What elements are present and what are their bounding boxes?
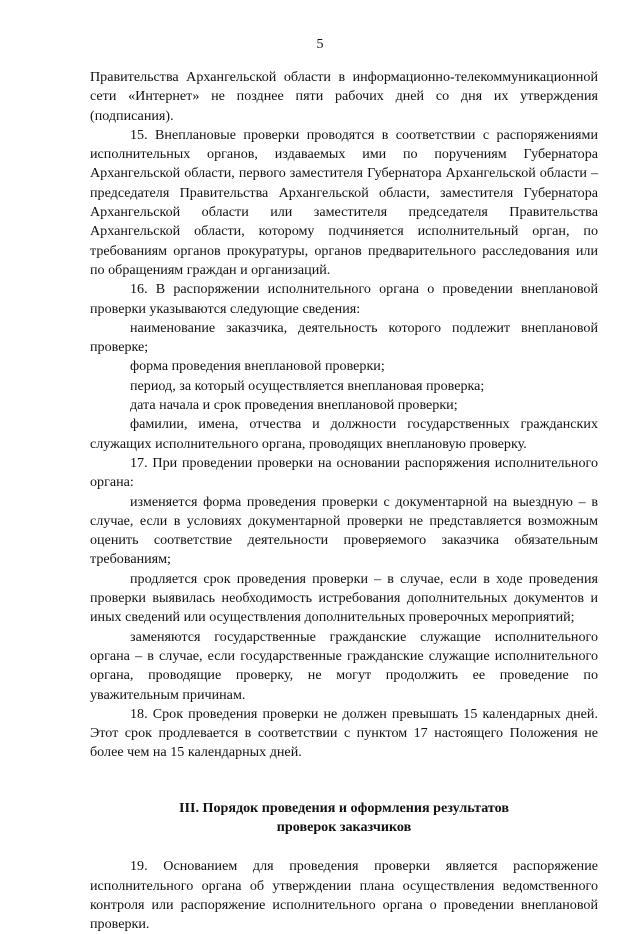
section-heading-line-1: III. Порядок проведения и оформления результатов bbox=[179, 799, 509, 816]
paragraph-17-item-form-change: изменяется форма проведения проверки с документарной на выездную – в случае, если в условиях документарной проверки не представляется возможным оценить соответствие деятельности проверяемого заказчика обязательным требованиям; bbox=[90, 493, 598, 568]
paragraph-15: 15. Внеплановые проверки проводятся в соответствии с распоряжениями исполнительных органов, издаваемых ими по поручениям Губернатора Архангельской области, первого заместителя Губернатора Архангельской области – председателя Правительства Архангельской области, заместителя Губернатора Архангельской области или заместителя председателя Правительства Архангельской области, которому подчиняется исполнительный орган, по требованиям органов прокуратуры, органов предварительного расследования или по обращениям граждан и организаций. bbox=[90, 126, 598, 278]
paragraph-16-item-customer: наименование заказчика, деятельность которого подлежит внеплановой проверке; bbox=[90, 319, 598, 356]
paragraph-18: 18. Срок проведения проверки не должен превышать 15 календарных дней. Этот срок продлевается в соответствии с пунктом 17 настоящего Положения не более чем на 15 календарных дней. bbox=[90, 705, 598, 761]
paragraph-16-item-dates: дата начала и срок проведения внеплановой проверки; bbox=[130, 397, 458, 414]
section-heading bbox=[90, 799, 598, 838]
paragraph-17-item-extension: продляется срок проведения проверки – в случае, если в ходе проведения проверки выявилась необходимость истребования дополнительных документов и иных сведений или осуществления дополнительных проверочных мероприятий; bbox=[90, 570, 598, 626]
paragraph-16-item-staff: фамилии, имена, отчества и должности государственных гражданских служащих исполнительного органа, проводящих внеплановую проверку. bbox=[90, 416, 598, 452]
document-body bbox=[90, 68, 598, 934]
paragraph-16: 16. В распоряжении исполнительного органа о проведении внеплановой проверки указываются следующие сведения: bbox=[90, 281, 598, 317]
paragraph-continuation: Правительства Архангельской области в информационно-телекоммуникационной сети «Интернет» не позднее пяти рабочих дней со дня их утверждения (подписания). bbox=[90, 69, 598, 124]
page-number: 5 bbox=[316, 37, 324, 52]
paragraph-17: 17. При проведении проверки на основании распоряжения исполнительного органа: bbox=[90, 454, 598, 491]
paragraph-19: 19. Основанием для проведения проверки является распоряжение исполнительного органа об утверждении плана осуществления ведомственного контроля или распоряжение исполнительного органа о проведении внеплановой проверки. bbox=[90, 858, 598, 933]
paragraph-16-item-period: период, за который осуществляется внеплановая проверка; bbox=[130, 377, 485, 394]
paragraph-17-item-staff-replacement: заменяются государственные гражданские служащие исполнительного органа – в случае, если государственные гражданские служащие исполнительного органа, проводящие проверку, не могут продолжить ее проведение по уважительным причинам. bbox=[90, 628, 598, 703]
paragraph-16-item-form: форма проведения внеплановой проверки; bbox=[130, 358, 385, 375]
section-heading-line-2: проверок заказчиков bbox=[276, 818, 412, 835]
